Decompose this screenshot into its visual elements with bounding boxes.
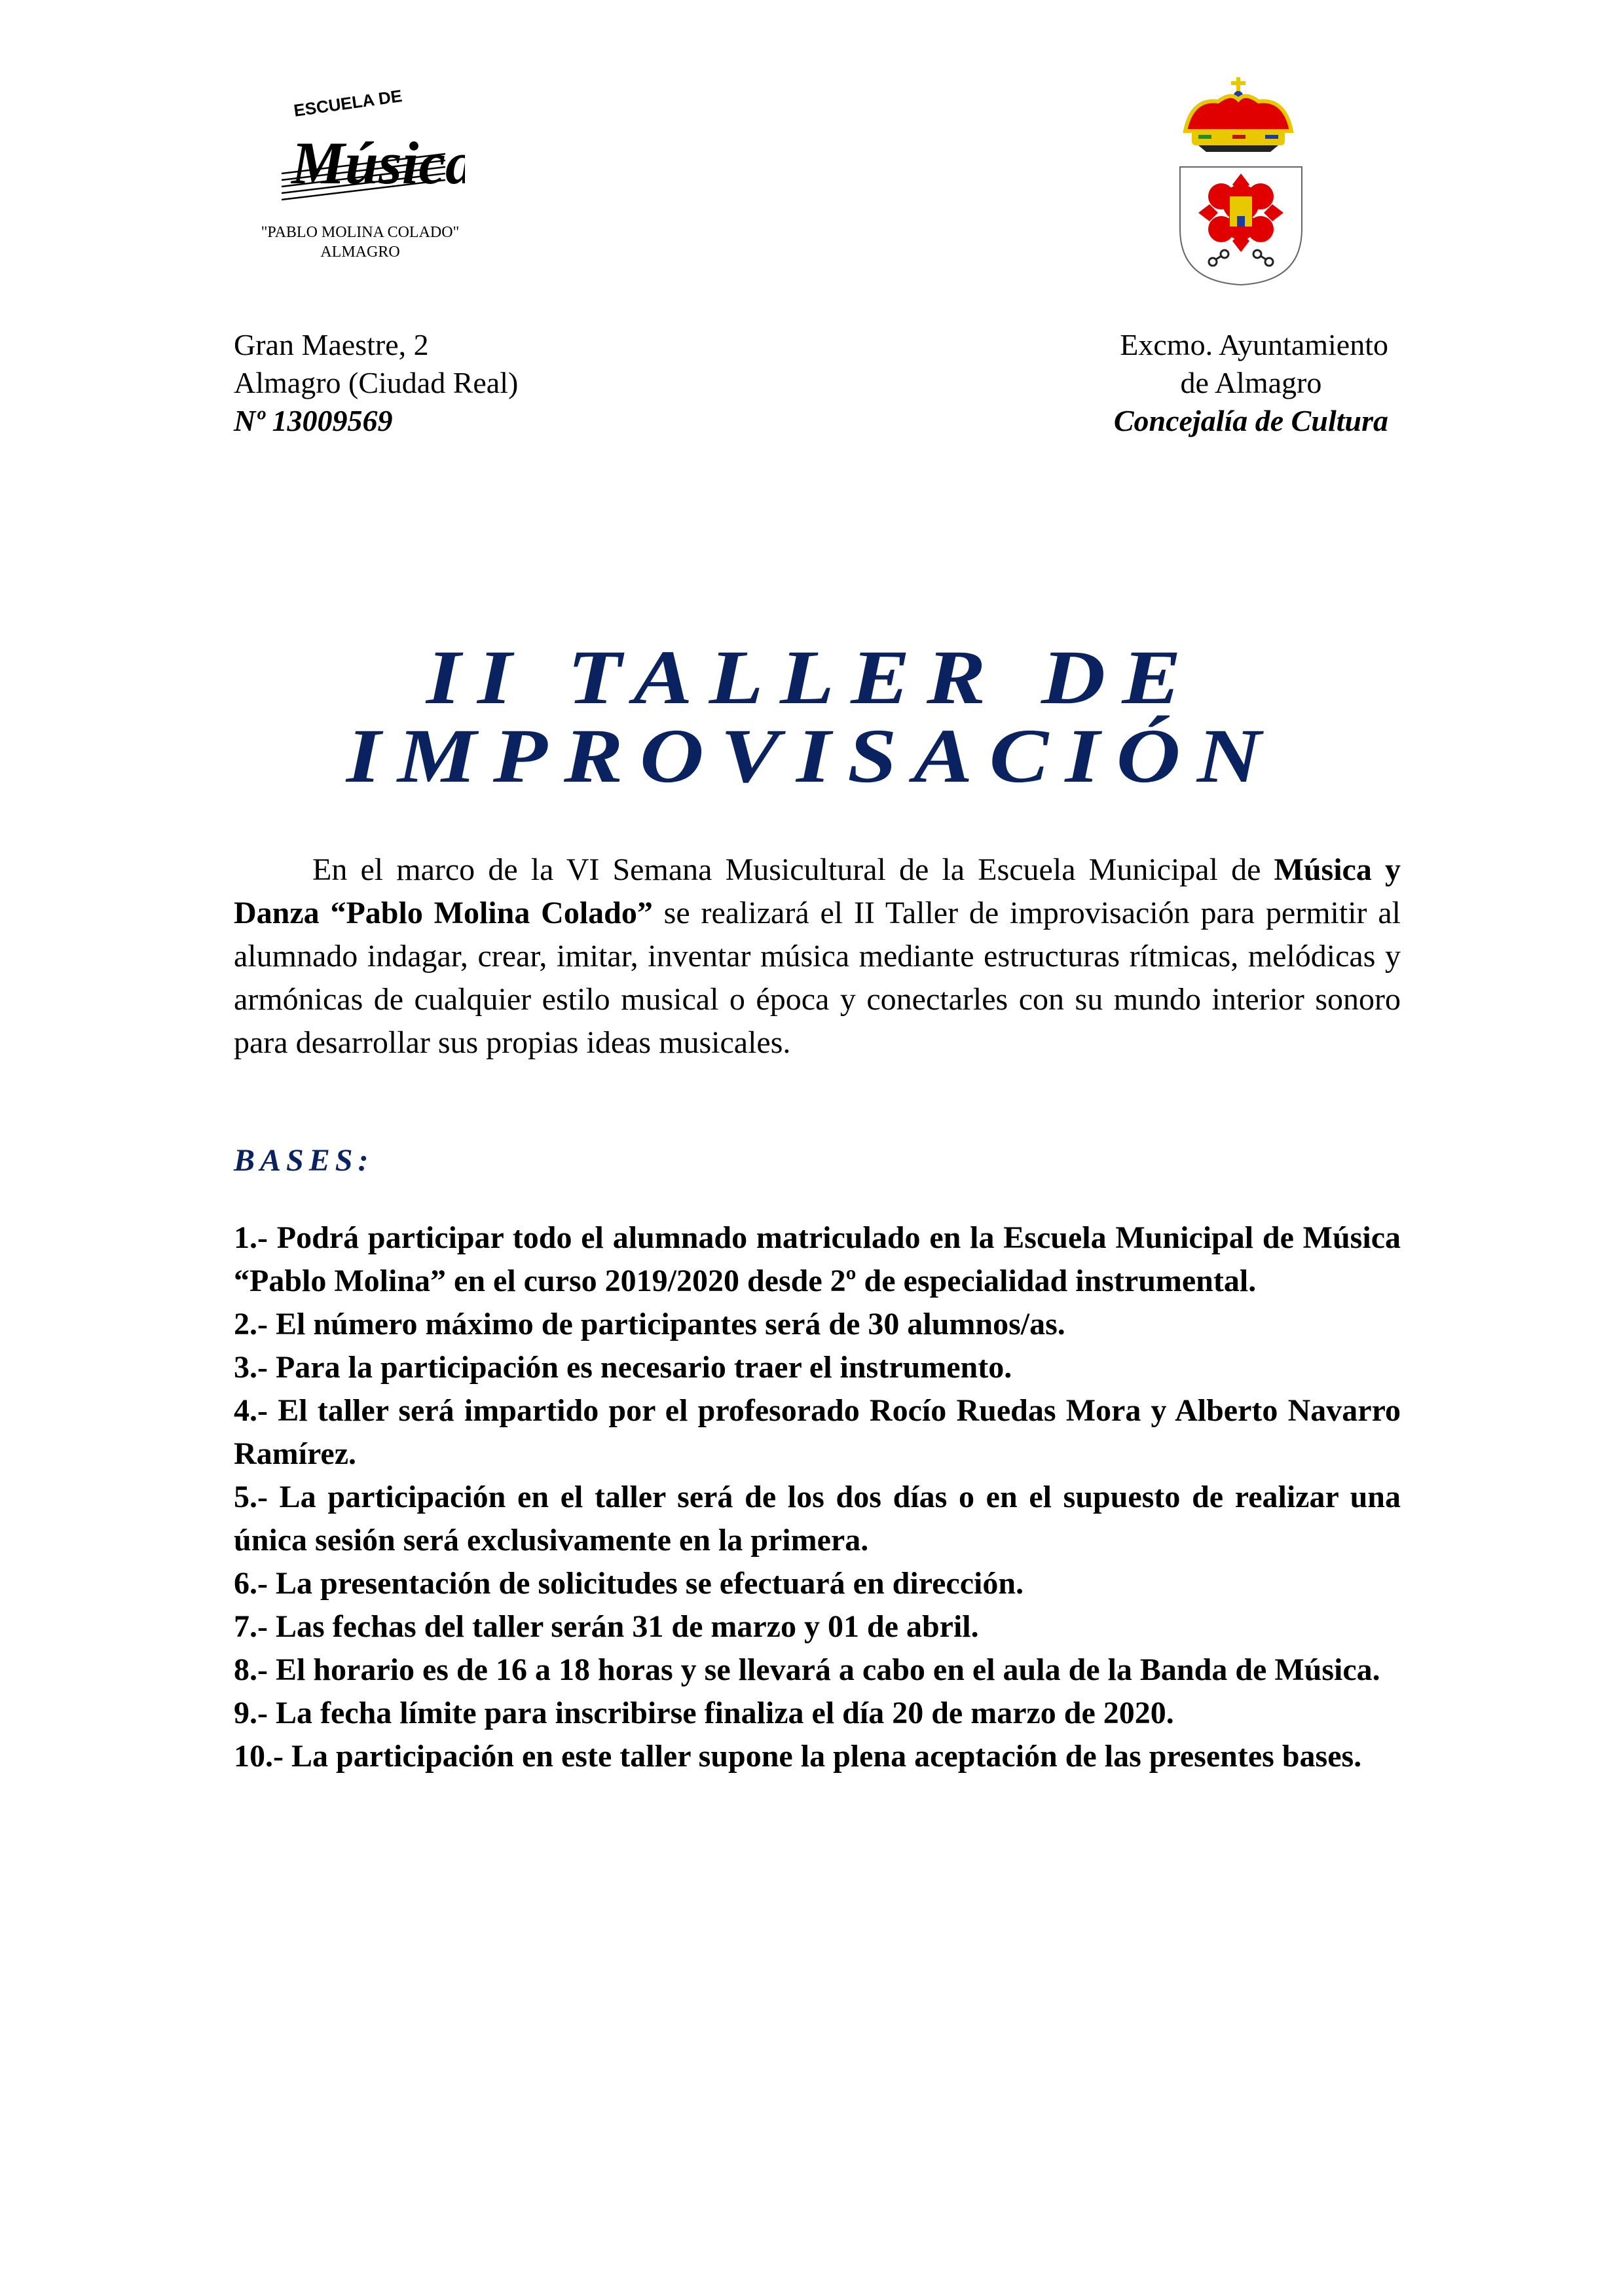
base-item-8: 8.- El horario es de 16 a 18 horas y se llevará a cabo en el aula de la Banda de Música. xyxy=(234,1652,1380,1687)
base-item-5: 5.- La participación en el taller será de los dos días o en el supuesto de realizar una única sesión será exclusivamente en la primera. xyxy=(234,1480,1401,1558)
base-item-3: 3.- Para la participación es necesario traer el instrumento. xyxy=(234,1350,1012,1385)
council-department: Concejalía de Cultura xyxy=(1113,404,1388,437)
bases-list xyxy=(234,1216,1401,1778)
title-line-1: II TALLER DE xyxy=(426,634,1198,720)
intro-text-2: se realizará el II Taller de improvisación para permitir al alumnado indagar, crear, imitar, inventar música mediante estructuras rítmicas, melódicas y armónicas de cualquier estilo musical o época y conectarles con su mundo interior sonoro para desarrollar sus propias ideas musicales. xyxy=(234,896,1401,1060)
bases-heading: BASES: xyxy=(234,1143,374,1178)
base-item-6: 6.- La presentación de solicitudes se efectuará en dirección. xyxy=(234,1566,1024,1601)
coat-of-arms-crest xyxy=(1172,72,1310,288)
school-address xyxy=(234,326,518,440)
logo-text-musica: Música xyxy=(291,130,465,196)
council-address xyxy=(1114,326,1388,440)
music-school-logo xyxy=(255,85,465,268)
base-item-4: 4.- El taller será impartido por el profesorado Rocío Ruedas Mora y Alberto Navarro Ramírez. xyxy=(234,1393,1401,1471)
base-item-9: 9.- La fecha límite para inscribirse finaliza el día 20 de marzo de 2020. xyxy=(234,1696,1174,1730)
council-town: de Almagro xyxy=(1180,366,1322,399)
address-street: Gran Maestre, 2 xyxy=(234,328,429,361)
address-city: Almagro (Ciudad Real) xyxy=(234,366,519,399)
base-item-1: 1.- Podrá participar todo el alumnado matriculado en la Escuela Municipal de Música “Pablo Molina” en el curso 2019/2020 desde 2º de especialidad instrumental. xyxy=(234,1220,1401,1298)
intro-text-1: En el marco de la VI Semana Musicultural de la Escuela Municipal de xyxy=(312,852,1274,887)
logo-text-escuela: ESCUELA DE xyxy=(292,86,403,120)
base-item-10: 10.- La participación en este taller supone la plena aceptación de las presentes bases. xyxy=(234,1739,1362,1774)
school-number: Nº 13009569 xyxy=(234,404,393,437)
council-name: Excmo. Ayuntamiento xyxy=(1120,328,1388,361)
intro-bold: Música y Danza “Pablo Molina Colado” xyxy=(234,852,1401,930)
logo-text-town: ALMAGRO xyxy=(320,244,400,261)
base-item-2: 2.- El número máximo de participantes será de 30 alumnos/as. xyxy=(234,1307,1065,1341)
logo-text-name: "PABLO MOLINA COLADO" xyxy=(261,224,460,241)
title-line-2: IMPROVISACIÓN xyxy=(346,713,1278,799)
intro-paragraph xyxy=(234,848,1401,1065)
base-item-7: 7.- Las fechas del taller serán 31 de marzo y 01 de abril. xyxy=(234,1609,979,1644)
document-title xyxy=(0,634,1624,799)
